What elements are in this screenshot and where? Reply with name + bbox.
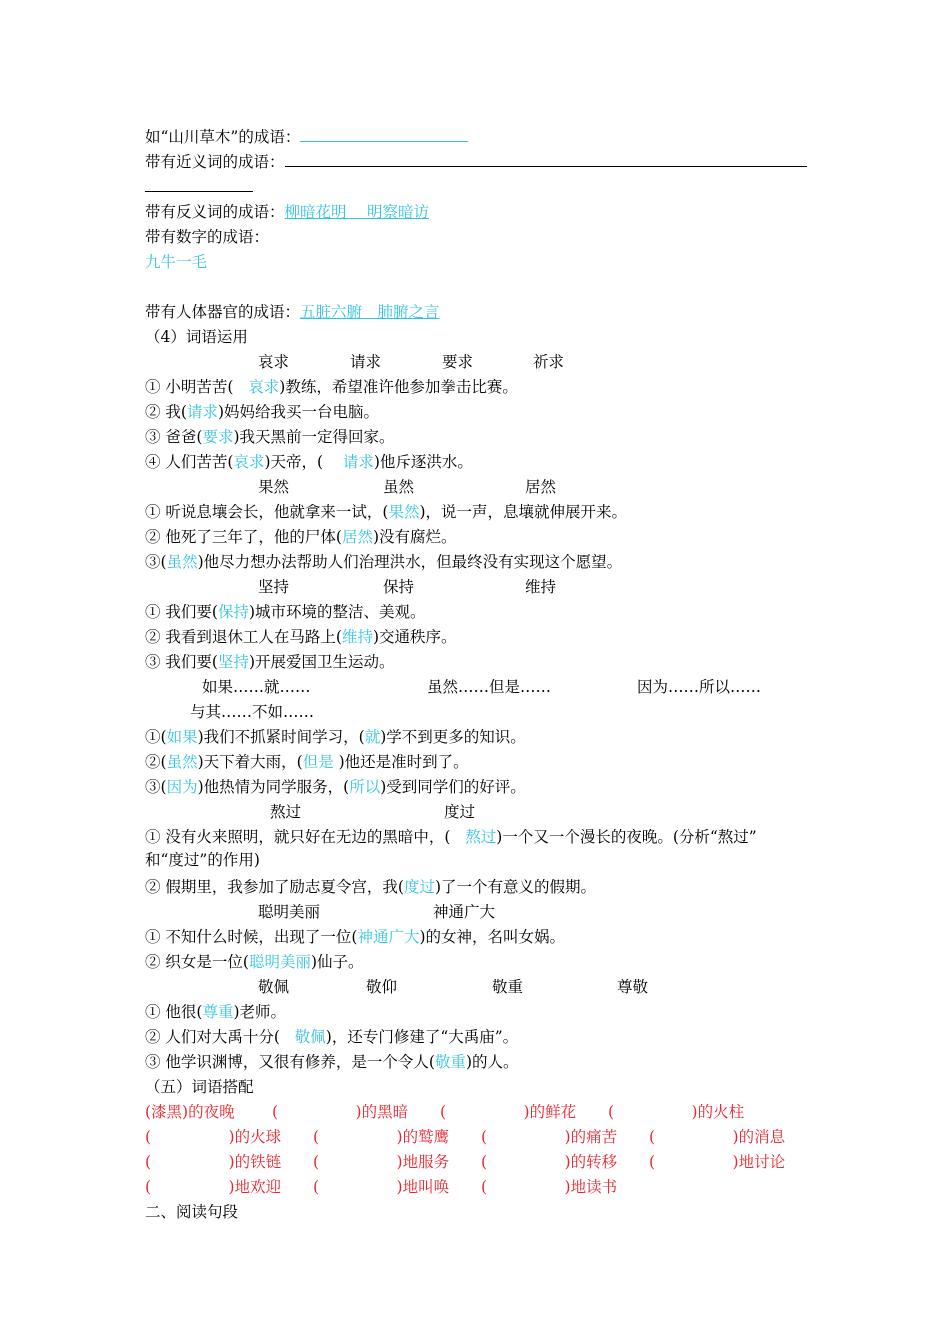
match-item[interactable]: ( )的铁链	[145, 1153, 282, 1171]
g2-answer-1[interactable]: 果然	[388, 503, 420, 521]
g2-sentence-1: ① 听说息壤会长，他就拿来一试，(果然)，说一声，息壤就伸展开来。	[145, 503, 628, 521]
g4-answer-4[interactable]: 但是	[302, 753, 334, 771]
idiom-shanchuan-label: 如“山川草木”的成语：	[145, 128, 301, 146]
g1-option: 祈求	[533, 353, 565, 371]
g2-sentence-3: ③(虽然)他尽力想办法帮助人们治理洪水，但最终没有实现这个愿望。	[145, 553, 623, 571]
match-item[interactable]: ( )地欢迎	[145, 1178, 282, 1196]
g3-option: 坚持	[258, 578, 290, 596]
g4-option: 与其……不如……	[190, 703, 315, 721]
g4-sentence-2: ②(虽然)天下着大雨，(但是 )他还是准时到了。	[145, 753, 469, 771]
g6-answer-1[interactable]: 神通广大	[357, 928, 420, 946]
match-item[interactable]: ( )地讨论	[649, 1153, 786, 1171]
idiom-shanchuan-line	[145, 127, 468, 147]
idiom-number-answer: 九牛一毛	[145, 253, 208, 271]
g4-option: 因为……所以……	[637, 678, 762, 696]
g1-answer-1[interactable]: 哀求	[248, 378, 280, 396]
idiom-shanchuan-blank[interactable]	[300, 127, 468, 142]
g4-sentence-3: ③(因为)他热情为同学服务，(所以)受到同学们的好评。	[145, 778, 526, 796]
g5-answer-2[interactable]: 度过	[403, 878, 435, 896]
g7-answer-1[interactable]: 尊重	[202, 1003, 234, 1021]
g3-answer-2[interactable]: 维持	[341, 628, 373, 646]
usage-heading: （4）词语运用	[145, 328, 248, 346]
g4-answer-1[interactable]: 如果	[166, 728, 198, 746]
g4-answer-2[interactable]: 就	[364, 728, 381, 746]
g4-option: 虽然……但是……	[427, 678, 552, 696]
match-item[interactable]: ( )的黑暗	[272, 1103, 409, 1121]
g2-option: 虽然	[383, 478, 415, 496]
g3-option: 维持	[525, 578, 557, 596]
g7-option: 敬仰	[366, 978, 398, 996]
g1-answer-3[interactable]: 要求	[202, 428, 234, 446]
g6-sentence-2: ② 织女是一位(聪明美丽)仙子。	[145, 953, 364, 971]
match-item[interactable]: (漆黑)的夜晚	[145, 1103, 235, 1121]
g1-option: 哀求	[258, 353, 290, 371]
matching-heading: （五）词语搭配	[145, 1078, 254, 1096]
idiom-antonym-line	[145, 202, 429, 222]
g3-option: 保持	[383, 578, 415, 596]
g4-answer-5[interactable]: 因为	[166, 778, 198, 796]
idiom-organ-answer: 五脏六腑 肺腑之言	[300, 303, 440, 321]
g5-sentence-2: ② 假期里，我参加了励志夏令宫，我(度过)了一个有意义的假期。	[145, 878, 597, 896]
match-item[interactable]: ( )的消息	[649, 1128, 786, 1146]
g6-sentence-1: ① 不知什么时候，出现了一位(神通广大)的女神，名叫女娲。	[145, 928, 566, 946]
idiom-organ-label: 带有人体器官的成语：	[145, 303, 301, 321]
match-item[interactable]: ( )的鲜花	[440, 1103, 577, 1121]
g1-sentence-2: ② 我(请求)妈妈给我买一台电脑。	[145, 403, 380, 421]
g1-answer-2[interactable]: 请求	[186, 403, 218, 421]
g7-option: 敬重	[492, 978, 524, 996]
idiom-synonym-blank-2[interactable]	[145, 177, 253, 192]
g2-sentence-2: ② 他死了三年了，他的尸体(居然)没有腐烂。	[145, 528, 457, 546]
g1-option: 请求	[350, 353, 382, 371]
g1-sentence-3: ③ 爸爸(要求)我天黑前一定得回家。	[145, 428, 395, 446]
section2-heading: 二、阅读句段	[145, 1203, 239, 1221]
g1-sentence-4: ④ 人们苦苦(哀求)天帝，( 请求)他斥逐洪水。	[145, 453, 473, 471]
g5-answer-1[interactable]: 熬过	[465, 828, 497, 846]
g1-answer-4[interactable]: 哀求	[233, 453, 265, 471]
g3-sentence-1: ① 我们要(保持)城市环境的整洁、美观。	[145, 603, 426, 621]
g1-option: 要求	[442, 353, 474, 371]
g1-sentence-1: ① 小明苦苦( 哀求)教练，希望准许他参加拳击比赛。	[145, 378, 518, 396]
g2-option: 果然	[258, 478, 290, 496]
match-item[interactable]: ( )地叫唤	[313, 1178, 450, 1196]
match-item[interactable]: ( )的痛苦	[481, 1128, 618, 1146]
idiom-synonym-blank-cont	[145, 177, 253, 197]
idiom-synonym-blank[interactable]	[285, 152, 807, 167]
g4-option: 如果……就……	[202, 678, 311, 696]
g4-sentence-1: ①(如果)我们不抓紧时间学习，(就)学不到更多的知识。	[145, 728, 526, 746]
g3-answer-1[interactable]: 保持	[217, 603, 249, 621]
g6-option: 神通广大	[433, 903, 496, 921]
g7-option: 尊敬	[617, 978, 649, 996]
g2-option: 居然	[525, 478, 557, 496]
g7-sentence-1: ① 他很(尊重)老师。	[145, 1003, 287, 1021]
g7-sentence-3: ③ 他学识渊博，又很有修养，是一个令人(敬重)的人。	[145, 1053, 519, 1071]
g5-option: 熬过	[270, 803, 302, 821]
g7-answer-3[interactable]: 敬重	[434, 1053, 466, 1071]
match-item[interactable]: ( )的鹫鹰	[313, 1128, 450, 1146]
idiom-organ-line	[145, 302, 440, 322]
match-item[interactable]: ( )的火柱	[608, 1103, 745, 1121]
idiom-number-label: 带有数字的成语：	[145, 228, 270, 246]
match-item[interactable]: ( )的转移	[481, 1153, 618, 1171]
g3-answer-3[interactable]: 坚持	[217, 653, 249, 671]
match-item[interactable]: ( )地服务	[313, 1153, 450, 1171]
g3-sentence-3: ③ 我们要(坚持)开展爱国卫生运动。	[145, 653, 395, 671]
match-item[interactable]: ( )的火球	[145, 1128, 282, 1146]
g1-answer-5[interactable]: 请求	[342, 453, 374, 471]
g6-answer-2[interactable]: 聪明美丽	[248, 953, 311, 971]
g5-option: 度过	[444, 803, 476, 821]
g5-sentence-1: ① 没有火来照明，就只好在无边的黑暗中，( 熬过)一个又一个漫长的夜晚。(分析“熬过”	[145, 828, 757, 846]
g5-sentence-1-cont: 和“度过”的作用)	[145, 851, 260, 869]
idiom-antonym-answer: 柳暗花明 明察暗访	[284, 203, 429, 221]
g7-answer-2[interactable]: 敬佩	[294, 1028, 326, 1046]
g7-option: 敬佩	[258, 978, 290, 996]
g6-option: 聪明美丽	[258, 903, 321, 921]
g3-sentence-2: ② 我看到退休工人在马路上(维持)交通秩序。	[145, 628, 457, 646]
g4-answer-3[interactable]: 虽然	[166, 753, 198, 771]
idiom-antonym-label: 带有反义词的成语：	[145, 203, 285, 221]
g4-answer-6[interactable]: 所以	[349, 778, 381, 796]
g7-sentence-2: ② 人们对大禹十分( 敬佩)，还专门修建了“大禹庙”。	[145, 1028, 519, 1046]
idiom-synonym-line	[145, 152, 807, 172]
idiom-synonym-label: 带有近义词的成语：	[145, 153, 285, 171]
g2-answer-2[interactable]: 居然	[341, 528, 373, 546]
match-item[interactable]: ( )地读书	[481, 1178, 618, 1196]
g2-answer-3[interactable]: 虽然	[166, 553, 198, 571]
